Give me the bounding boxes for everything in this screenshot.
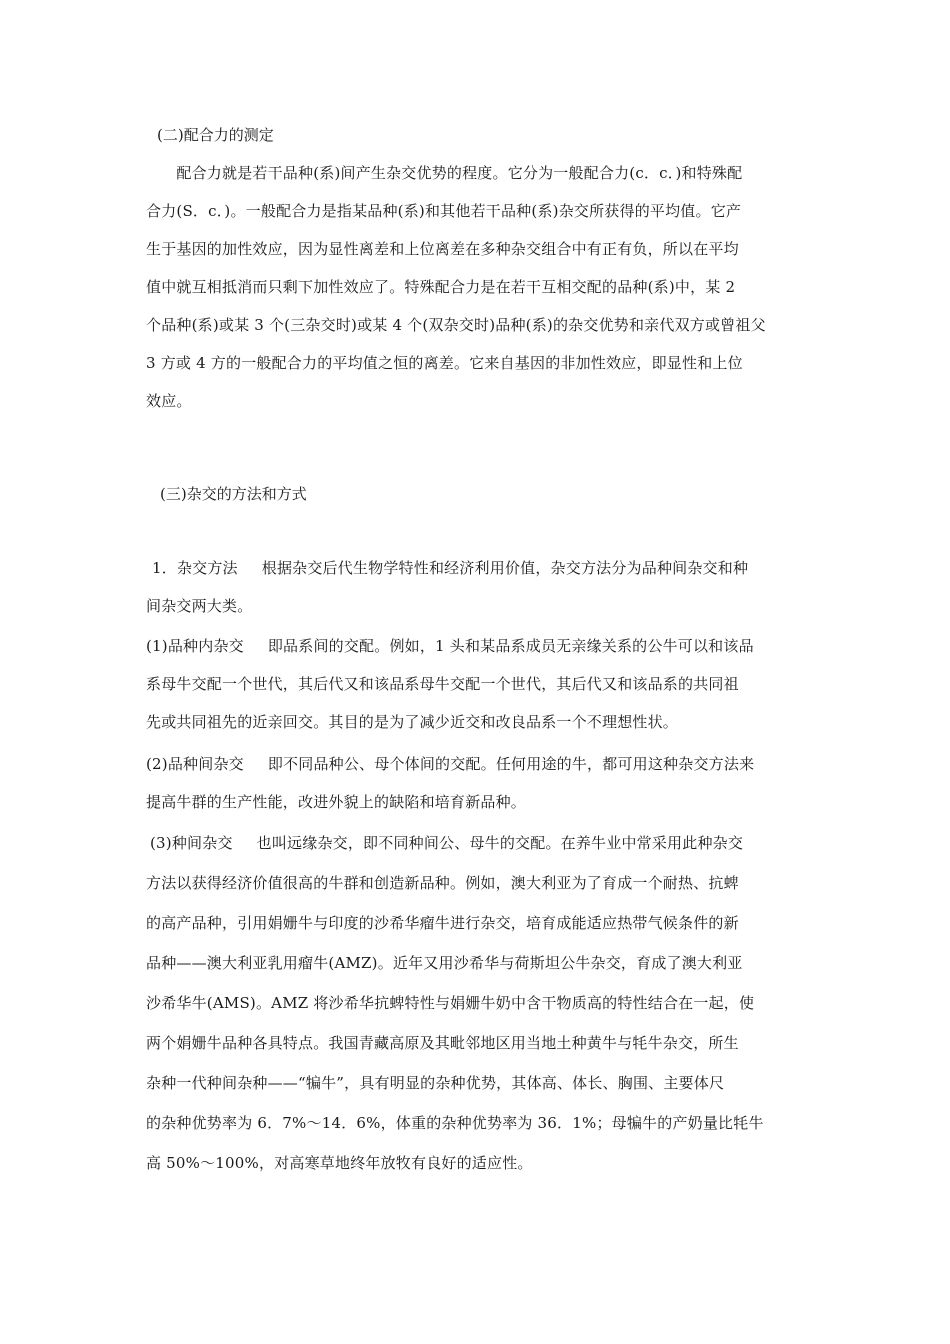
section-heading-crossbreeding-methods: (三)杂交的方法和方式 bbox=[160, 485, 307, 503]
text-run: 即不同品种公、母个体间的交配。任何用途的牛，都可用这种杂交方法来 bbox=[267, 755, 755, 773]
text-line: 合力(S．c．)。一般配合力是指某品种(系)和其他若干品种(系)杂交所获得的平均值。它产 bbox=[146, 202, 742, 220]
text-line: 的杂种优势率为 6．7%～14．6%，体重的杂种优势率为 36．1%；母犏牛的产奶量比牦牛 bbox=[146, 1114, 764, 1132]
text-run: 也叫远缘杂交，即不同种间公、母牛的交配。在养牛业中常采用此种杂交 bbox=[256, 834, 744, 852]
text-line: 高 50%～100%，对高寒草地终年放牧有良好的适应性。 bbox=[146, 1154, 533, 1172]
text-line bbox=[146, 627, 810, 665]
text-run: 即品系间的交配。例如，1 头和某品系成员无亲缘关系的公牛可以和该品 bbox=[267, 637, 754, 655]
text-line: 3 方或 4 方的一般配合力的平均值之恒的离差。它来自基因的非加性效应，即显性和上位 bbox=[146, 354, 743, 372]
text-line bbox=[146, 823, 810, 863]
paragraph-within-breed-crossing bbox=[146, 627, 810, 741]
text-line: 先或共同祖先的近亲回交。其目的是为了减少近交和改良品系一个不理想性状。 bbox=[146, 713, 679, 731]
text-line: 品种——澳大利亚乳用瘤牛(AMZ)。近年又用沙希华与荷斯坦公牛杂交，育成了澳大利亚 bbox=[146, 954, 743, 972]
paragraph-between-breed-crossing bbox=[146, 745, 810, 821]
paragraph-combining-ability bbox=[146, 154, 810, 420]
text-line: 的高产品种，引用娟姗牛与印度的沙希华瘤牛进行杂交，培育成能适应热带气候条件的新 bbox=[146, 914, 739, 932]
text-line: 杂种一代种间杂种——“犏牛”，具有明显的杂种优势，其体高、体长、胸围、主要体尺 bbox=[146, 1074, 725, 1092]
text-line: 生于基因的加性效应，因为显性离差和上位离差在多种杂交组合中有正有负，所以在平均 bbox=[146, 240, 739, 258]
item-label: (3)种间杂交 bbox=[150, 834, 233, 852]
text-line: 间杂交两大类。 bbox=[146, 597, 253, 615]
text-run: 根据杂交后代生物学特性和经济利用价值，杂交方法分为品种间杂交和种 bbox=[261, 559, 749, 577]
text-line: 提高牛群的生产性能，改进外貌上的缺陷和培育新品种。 bbox=[146, 793, 527, 811]
text-line: 沙希华牛(AMS)。AMZ 将沙希华抗蜱特性与娟姗牛奶中含干物质高的特性结合在一起，使 bbox=[146, 994, 755, 1012]
section-heading-combining-ability: (二)配合力的测定 bbox=[157, 126, 274, 144]
text-line bbox=[146, 549, 810, 587]
text-line: 效应。 bbox=[146, 392, 192, 410]
paragraph-interspecies-crossing bbox=[146, 823, 810, 1183]
paragraph-crossbreeding-method bbox=[146, 549, 810, 625]
subsection-title: 1．杂交方法 bbox=[152, 559, 238, 577]
item-label: (1)品种内杂交 bbox=[146, 637, 244, 655]
text-line bbox=[146, 745, 810, 783]
text-line: 配合力就是若干品种(系)间产生杂交优势的程度。它分为一般配合力(c．c．)和特殊配 bbox=[146, 164, 743, 182]
text-line: 两个娟姗牛品种各具特点。我国青藏高原及其毗邻地区用当地土种黄牛与牦牛杂交，所生 bbox=[146, 1034, 739, 1052]
text-line: 值中就互相抵消而只剩下加性效应了。特殊配合力是在若干互相交配的品种(系)中，某 2 bbox=[146, 278, 736, 296]
text-line: 系母牛交配一个世代，其后代又和该品系母牛交配一个世代，其后代又和该品系的共同祖 bbox=[146, 675, 739, 693]
item-label: (2)品种间杂交 bbox=[146, 755, 244, 773]
text-line: 个品种(系)或某 3 个(三杂交时)或某 4 个(双杂交时)品种(系)的杂交优势和亲代双方或曾祖父 bbox=[146, 316, 766, 334]
text-line: 方法以获得经济价值很高的牛群和创造新品种。例如，澳大利亚为了育成一个耐热、抗蜱 bbox=[146, 874, 739, 892]
